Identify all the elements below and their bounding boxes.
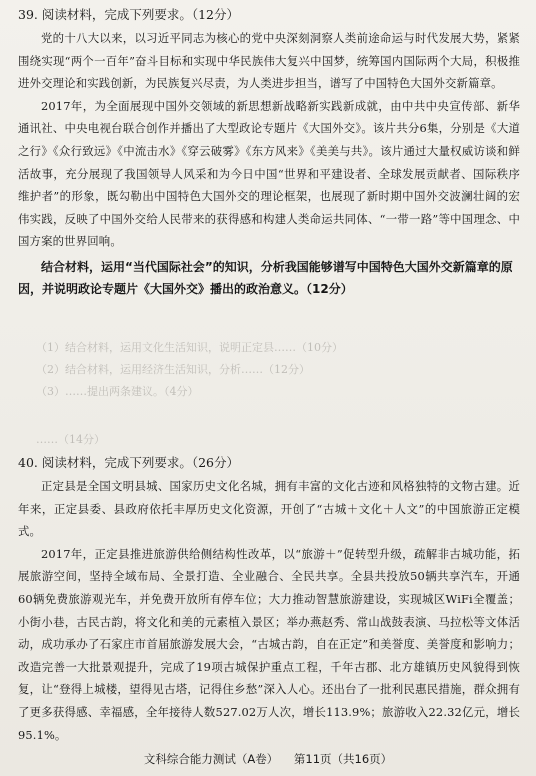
page-footer bbox=[0, 751, 536, 767]
question-40-paragraph-1: 正定县是全国文明县城、国家历史文化名城，拥有丰富的文化古迹和风格独特的文物古建。近年来，正定县委、县政府依托丰厚历史文化资源，开创了“古城＋文化＋人文”的中国旅游正定模式。 bbox=[18, 479, 520, 539]
bleed-through-line: （1）结合材料，运用文化生活知识，说明正定县……（10分） bbox=[36, 341, 343, 354]
question-40-paragraph-2: 2017年，正定县推进旅游供给侧结构性改革，以“旅游＋”促转型升级，疏解非古城功能，拓展旅游空间，坚持全域布局、全景打造、全业融合、全民共享。全县共投放50辆共享汽车，开通60辆免费旅游观光车，并免费开放所有停车位；大力推动智慧旅游建设，实现城区WiFi全覆盖；小街小巷，古民古韵，将文化和美的元素植入景区；举办燕赵秀、常山战鼓表演、马拉松等文体活动，成功承办了石家庄市首届旅游发展大会，“古城古韵，自在正定”和美誉度、美誉度和影响力；改造完善一大批景观提升，完成了19项古城保护重点工程，千年古郡、北方雄镇历史风貌得到恢复，让“登得上城楼，望得见古塔，记得住乡愁”深入人心。还出台了一批利民惠民措施，群众拥有了更多获得感、幸福感，全年接待人数527.02万人次，增长113.9%；旅游收入22.32亿元，增长95.1%。 bbox=[18, 546, 520, 742]
question-40 bbox=[18, 453, 520, 746]
footer-page-number: 第11页（共16页） bbox=[293, 752, 393, 766]
bleed-through-line: ……（14分） bbox=[36, 433, 105, 446]
bleed-through-line: （3）……提出两条建议。（4分） bbox=[36, 385, 199, 398]
question-40-title: 40. 阅读材料，完成下列要求。（26分） bbox=[18, 455, 240, 470]
question-39-title: 39. 阅读材料，完成下列要求。（12分） bbox=[18, 7, 240, 22]
bleed-through-line: （2）结合材料，运用经济生活知识，分析……（12分） bbox=[36, 363, 310, 376]
footer-subject: 文科综合能力测试（A卷） bbox=[143, 752, 279, 766]
question-39-paragraph-2: 2017年，为全面展现中国外交领域的新思想新战略新实践新成就，由中共中央宣传部、新华通讯社、中央电视台联合创作并播出了大型政论专题片《大国外交》。该片共分6集，分别是《大道之行》《众行致远》《中流击水》《穿云破雾》《东方风来》《美美与共》。该片通过大量权威访谈和鲜活故事，充分展现了我国领导人风采和为今日中国“世界和平建设者、全球发展贡献者、国际秩序维护者”的形象，既勾勒出中国特色大国外交的理论框架，也展现了新时期中国外交波澜壮阔的宏伟实践，反映了中国外交给人民带来的获得感和构建人类命运共同体、“一带一路”等中国理念、中国方案的世界回响。 bbox=[18, 98, 520, 249]
question-39-paragraph-1: 党的十八大以来，以习近平同志为核心的党中央深刻洞察人类前途命运与时代发展大势，紧紧围绕实现“两个一百年”奋斗目标和实现中华民族伟大复兴中国梦，统筹国内国际两个大局，积极推进外交理论和实践创新，为民族复兴尽责，为人类进步担当，谱写了中国特色大国外交新篇章。 bbox=[18, 31, 520, 91]
question-39 bbox=[18, 5, 520, 301]
question-39-task: 结合材料，运用“当代国际社会”的知识，分析我国能够谱写中国特色大国外交新篇章的原因，并说明政论专题片《大国外交》播出的政治意义。（12分） bbox=[18, 259, 513, 297]
